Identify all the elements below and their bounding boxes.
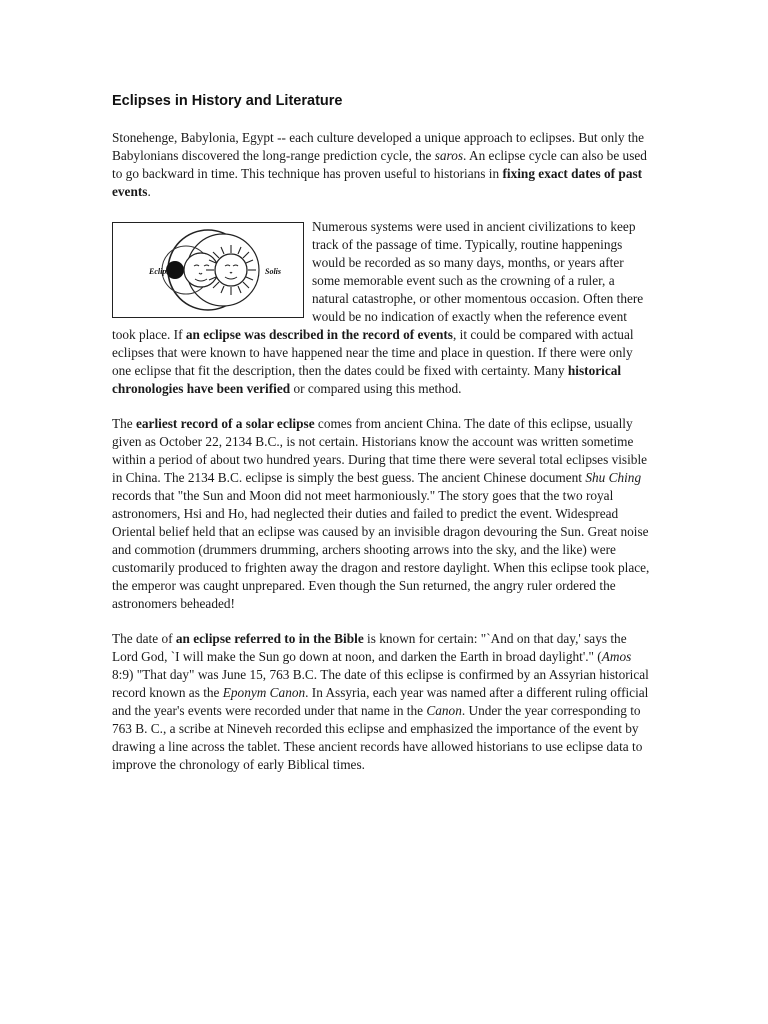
figure-left-label: Eclipsis [149,267,175,276]
paragraph-china: The earliest record of a solar eclipse comes from ancient China. The date of this eclipse, usually given as October 22, 2134 B.C., is not certain. Historians know the account was written sometime within a period of about two hundred years. During that time there were several total eclipses visible in China. The 2134 B.C. eclipse is simply the best guess. The ancient Chinese document Shu Ching records that "the Sun and Moon did not meet harmoniously." The story goes that the two royal astronomers, Hsi and Ho, had neglected their duties and failed to predict the event. Widespread Oriental belief held that an eclipse was caused by an invisible dragon devouring the Sun. Great noise and commotion (drummers drumming, archers shooting arrows into the sky, and the like) were customarily produced to frighten away the dragon and restore daylight. When this eclipse took place, the emperor was caught unprepared. Even though the Sun returned, the angry ruler ordered the astronomers beheaded! [112,416,650,611]
article-body [112,129,652,791]
figure-right-label: Solis [265,267,282,276]
paragraph-intro: Stonehenge, Babylonia, Egypt -- each culture developed a unique approach to eclipses. But only the Babylonians discovered the long-range prediction cycle, the saros. An eclipse cycle can also be used to go backward in time. This technique has proven useful to historians in fixing exact dates of past events. [112,130,647,199]
paragraph-systems: Numerous systems were used in ancient civilizations to keep track of the passage of time. Typically, routine happenings would be recorded as so many days, months, or years after some memorable event such as the crowning of a ruler, a natural catastrophe, or other momentous occasion. Often there would be no indication of exactly when the reference event took place. If an eclipse was described in the record of events, it could be compared with actual eclipses that were known to have happened near the time and place in question. If there were only one eclipse that fit the description, then the dates could be fixed with certainty. Many historical chronologies have been verified or compared using this method. [112,219,644,396]
page-title: Eclipses in History and Literature [112,93,343,109]
eclipse-woodcut-icon [113,223,303,317]
eclipse-illustration [112,222,304,318]
paragraph-bible: The date of an eclipse referred to in the Bible is known for certain: "`And on that day,' says the Lord God, `I will make the Sun go down at noon, and darken the Earth in broad daylight'." (Amos 8:9) "That day" was June 15, 763 B.C. The date of this eclipse is confirmed by an Assyrian historical record known as the Eponym Canon. In Assyria, each year was named after a different ruling official and the year's events were recorded under that name in the Canon. Under the year corresponding to 763 B. C., a scribe at Nineveh recorded this eclipse and emphasized the importance of the event by drawing a line across the tablet. These ancient records have allowed historians to use eclipse data to improve the chronology of early Biblical times. [112,631,649,772]
